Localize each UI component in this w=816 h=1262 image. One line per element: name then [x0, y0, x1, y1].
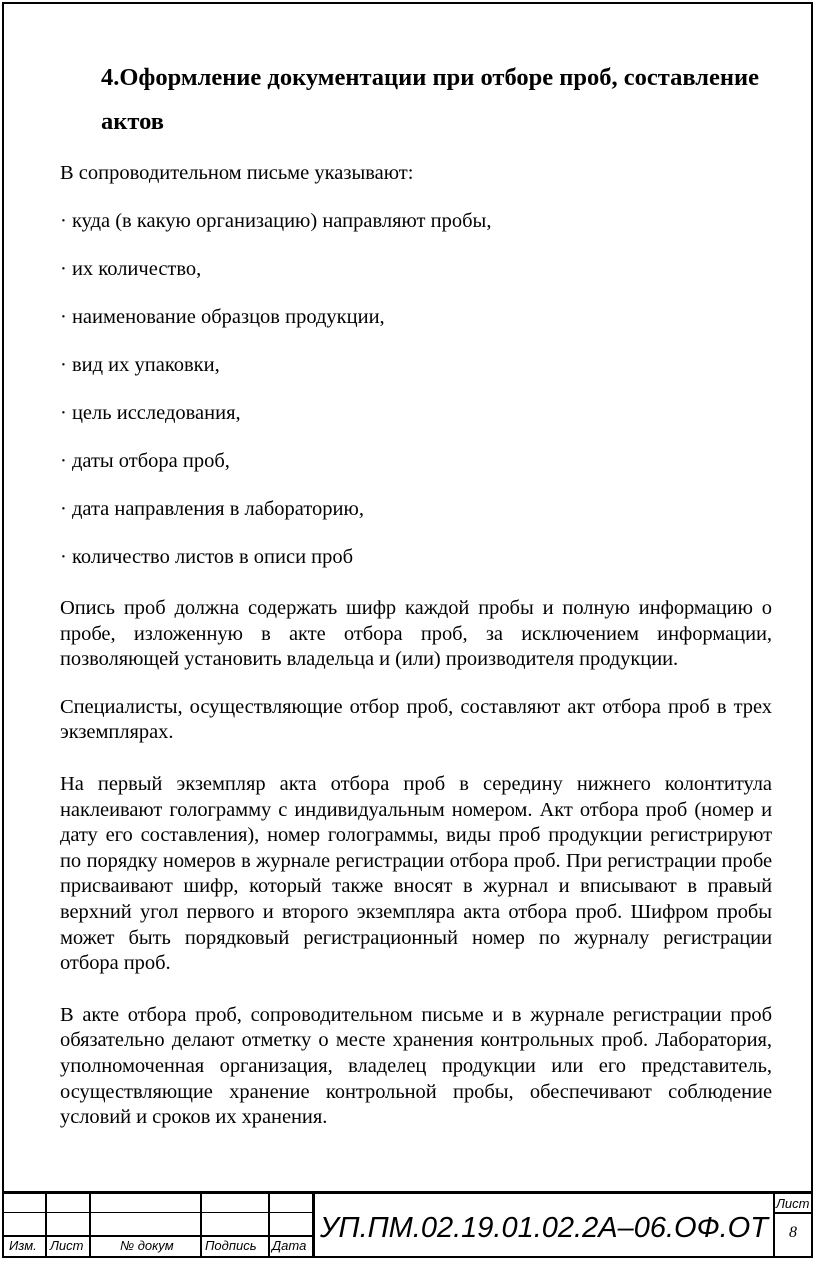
- sheet-label: Лист: [776, 1196, 810, 1211]
- list-item: · дата направления в лабораторию,: [60, 498, 364, 520]
- paragraph-storage: В акте отбора проб, сопроводительном письме и в журнале регистрации проб обязательно делают отметку о месте хранения контрольных проб. Лаборатория, уполномоченная организация, владелец продукции или его представитель, осуществляющие хранение контрольной пробы, обеспечивают соблюдение условий и сроков их хранения.: [60, 1003, 772, 1129]
- list-item: · количество листов в описи проб: [60, 546, 354, 568]
- section-heading: 4.Оформление документации при отборе проб, составление актов: [101, 64, 759, 135]
- stamp-label-list: Лист: [50, 1238, 84, 1253]
- stamp-label-izm: Изм.: [9, 1238, 37, 1253]
- list-item: · наименование образцов продукции,: [60, 306, 385, 328]
- intro-text: В сопроводительном письме указывают:: [60, 162, 414, 184]
- stamp-col-divider: [268, 1191, 270, 1258]
- stamp-col-divider: [200, 1191, 202, 1258]
- document-code: УП.ПМ.02.19.01.02.2А–06.ОФ.ОТ: [320, 1212, 768, 1244]
- list-item: · куда (в какую организацию) направляют пробы,: [60, 210, 492, 232]
- stamp-top-border: [2, 1191, 813, 1194]
- stamp-col-divider: [312, 1191, 315, 1258]
- stamp-label-n-dokum: № докум: [120, 1238, 174, 1253]
- stamp-label-data: Дата: [272, 1238, 307, 1253]
- paragraph-registration: На первый экземпляр акта отбора проб в середину нижнего колонтитула наклеивают голограмму с индивидуальным номером. Акт отбора проб (номер и дату его составления), номер голограммы, виды проб продукции регистрируют по порядку номеров в журнале регистрации отбора проб. При регистрации пробе присваивают шифр, который также вносят в журнал и вписывают в правый верхний угол первого и второго экземпляра акта отбора проб. Шифром пробы может быть порядковый регистрационный номер по журналу регистрации отбора проб.: [60, 772, 772, 975]
- document-body: [60, 160, 772, 1131]
- stamp-label-podpis: Подпись: [205, 1238, 257, 1253]
- sheet-number: 8: [789, 1224, 797, 1241]
- title-block-stamp: [2, 1191, 813, 1258]
- list-item: · цель исследования,: [60, 402, 241, 424]
- sheet-cell-divider: [774, 1212, 813, 1214]
- paragraph-specialists: Специалисты, осуществляющие отбор проб, составляют акт отбора проб в трех экземплярах.: [60, 695, 772, 744]
- stamp-col-divider: [773, 1191, 775, 1258]
- list-item: · вид их упаковки,: [60, 354, 220, 376]
- bullet-list: [60, 208, 772, 570]
- list-item: · их количество,: [60, 258, 202, 280]
- stamp-col-divider: [45, 1191, 47, 1258]
- list-item: · даты отбора проб,: [60, 450, 230, 472]
- paragraph-inventory: Опись проб должна содержать шифр каждой пробы и полную информацию о пробе, изложенную в акте отбора проб, за исключением информации, позволяющей установить владельца и (или) производителя продукции.: [60, 597, 772, 671]
- stamp-col-divider: [89, 1191, 91, 1258]
